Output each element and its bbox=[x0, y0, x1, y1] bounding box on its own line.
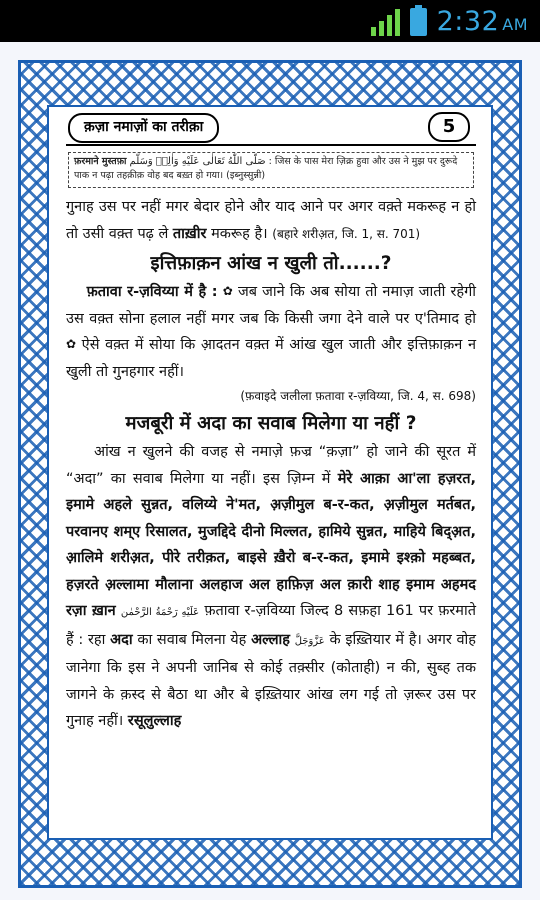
heading-compulsion: मजबूरी में अदा का सवाब मिलेगा या नहीं ? bbox=[125, 413, 417, 434]
status-bar bbox=[0, 0, 540, 42]
footnote-text: : जिस के पास मेरा ज़िक्र हुवा और उस ने मुझ पर दुरूदे पाक न पढ़ा तहक़ीक़ वोह बद बख़्त हो गया। bbox=[74, 156, 458, 181]
heading-eye-not-opened: इत्तिफ़ाक़न आंख न खुली तो......? bbox=[150, 253, 392, 274]
chapter-title: क़ज़ा नमाज़ों का तरीक़ा bbox=[68, 113, 219, 143]
hadith-footnote bbox=[68, 152, 474, 188]
main-text bbox=[66, 194, 476, 735]
battery-icon bbox=[410, 8, 427, 36]
status-clock: 2:32 AM bbox=[436, 6, 528, 37]
signal-icon bbox=[371, 8, 400, 36]
paragraph-2: फ़तावा र-ज़विय्या में है : ✿ जब जाने कि अब सोया तो नमाज़ जाती रहेगी उस वक़्त सोना हलाल नहीं मगर जब कि किसी जगा देने वाले पर ए'तिमाद हो ✿ ऐसे वक़्त में सोया कि आ़दतन वक़्त में आंख खुल जाती और इत्तिफ़ाक़न न खुली तो गुनहगार नहीं। bbox=[66, 279, 476, 385]
flower-icon: ✿ bbox=[222, 284, 233, 298]
header-divider bbox=[66, 144, 476, 146]
page-number: 5 bbox=[428, 112, 470, 142]
footnote-source: (इब्नुस्सुन्नी) bbox=[226, 170, 266, 181]
footnote-arabic: صَلَّى اللّٰهُ تَعَالٰى عَلَيْهِ وَاٰلِهٖ وَسَلَّم bbox=[129, 156, 266, 167]
footnote-label: फ़रमाने मुस्तफ़ा bbox=[74, 156, 127, 167]
paragraph-3: आंख न खुलने की वजह से नमाज़े फ़ज्र “क़ज़ा” हो जाने की सूरत में “अदा” का सवाब मिलेगा या नहीं। इस ज़िम्न में मेरे आक़ा आ'ला हज़रत, इमामे अहले सुन्नत, वलिय्ये ने'मत, अ़ज़ीमुल ब-र-कत, अ़ज़ीमुल मर्तबत, परवानए शम्ए रिसालत, मुजद्दिदे दीनो मिल्लत, हामिये सुन्नत, माहिये बिद्अ़त, आ़लिमे शरीअ़त, पीरे तरीक़त, बाइसे ख़ैरो ब-र-कत, इमामे इश्क़ो महब्बत, हज़रते अ़ल्लामा मौलाना अलहाज अल हाफ़िज़ अल क़ारी शाह इमाम अहमद रज़ा ख़ान عَلَيْهِ رَحْمَةُ الرَّحْمٰن फ़तावा र-ज़विय्या जिल्द 8 सफ़हा 161 पर फ़रमाते हैं : रहा अदा का सवाब मिलना येह अल्लाह عَزَّوَجَلَّ के इख़्तियार में है। अगर वोह जानेगा कि इस ने अपनी जानिब से कोई तक़्सीर (कोताही) न की, सुब्ह तक जागने के क़स्द से बैठा था और बे इख़्तियार आंख लग गई तो ज़रूर उस पर गुनाह नहीं। रसूलुल्लाह bbox=[66, 444, 477, 729]
paragraph-1: गुनाह उस पर नहीं मगर बेदार होने और याद आने पर अगर वक़्ते मकरूह न हो तो उसी वक़्त पढ़ ले ताख़ीर मकरूह है। (बहारे शरीअ़त, जि. 1, स. 701) bbox=[66, 199, 476, 242]
flower-icon: ✿ bbox=[66, 337, 77, 351]
reference-2: (फ़वाइदे जलीला फ़तावा र-ज़विय्या, जि. 4, स. 698) bbox=[240, 389, 476, 403]
